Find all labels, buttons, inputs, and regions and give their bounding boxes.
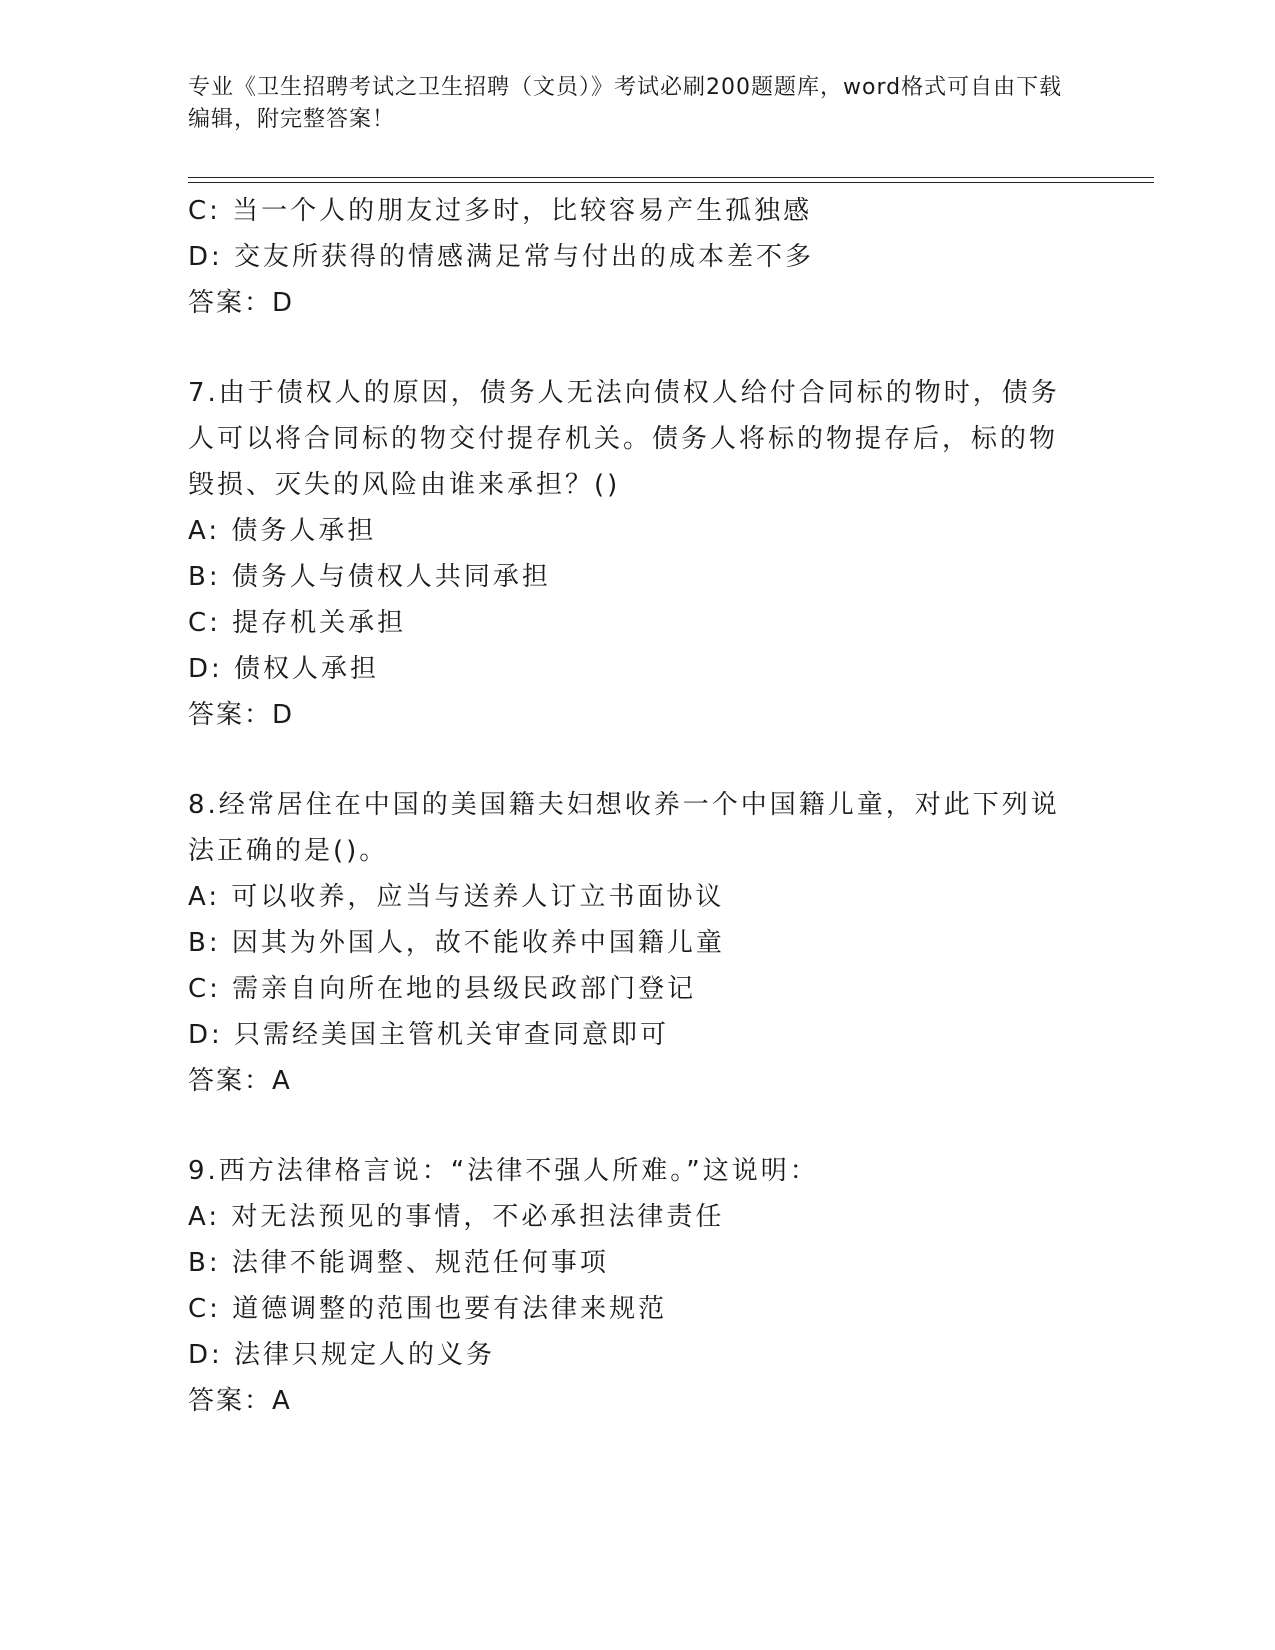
question-stem-line: 8.经常居住在中国的美国籍夫妇想收养一个中国籍儿童，对此下列说 — [188, 790, 1060, 820]
option-b: B: 因其为外国人，故不能收养中国籍儿童 — [188, 928, 725, 958]
previous-question-tail — [188, 188, 1088, 326]
question-stem-line: 法正确的是()。 — [188, 836, 389, 866]
question-7 — [188, 370, 1088, 738]
option-b: B: 债务人与债权人共同承担 — [188, 562, 551, 592]
answer-line: 答案：D — [188, 288, 295, 318]
option-d: D: 只需经美国主管机关审查同意即可 — [188, 1020, 670, 1050]
option-a: A: 债务人承担 — [188, 516, 377, 546]
document-header — [188, 72, 1078, 136]
question-stem-line: 毁损、灭失的风险由谁来承担？() — [188, 470, 621, 500]
option-d: D: 交友所获得的情感满足常与付出的成本差不多 — [188, 242, 815, 272]
option-c: C: 道德调整的范围也要有法律来规范 — [188, 1294, 668, 1324]
option-c: C: 提存机关承担 — [188, 608, 407, 638]
answer-line: 答案：D — [188, 700, 295, 730]
option-c: C: 当一个人的朋友过多时，比较容易产生孤独感 — [188, 196, 813, 226]
option-a: A: 可以收养，应当与送养人订立书面协议 — [188, 882, 725, 912]
header-title: 专业《卫生招聘考试之卫生招聘（文员）》考试必刷200题题库，word格式可自由下载编辑，附完整答案！ — [188, 75, 1063, 132]
option-c: C: 需亲自向所在地的县级民政部门登记 — [188, 974, 697, 1004]
question-9 — [188, 1148, 1088, 1424]
answer-line: 答案：A — [188, 1386, 292, 1416]
question-stem-line: 7.由于债权人的原因，债务人无法向债权人给付合同标的物时，债务 — [188, 378, 1060, 408]
option-d: D: 法律只规定人的义务 — [188, 1340, 496, 1370]
header-rule-thin — [188, 177, 1154, 178]
question-8 — [188, 782, 1088, 1104]
header-rule-thick — [188, 182, 1154, 183]
question-content — [188, 188, 1088, 1424]
option-d: D: 债权人承担 — [188, 654, 380, 684]
option-b: B: 法律不能调整、规范任何事项 — [188, 1248, 609, 1278]
option-a: A: 对无法预见的事情，不必承担法律责任 — [188, 1202, 725, 1232]
question-stem-line: 人可以将合同标的物交付提存机关。债务人将标的物提存后，标的物 — [188, 424, 1059, 454]
answer-line: 答案：A — [188, 1066, 292, 1096]
question-stem-line: 9.西方法律格言说：“法律不强人所难。”这说明： — [188, 1156, 819, 1186]
